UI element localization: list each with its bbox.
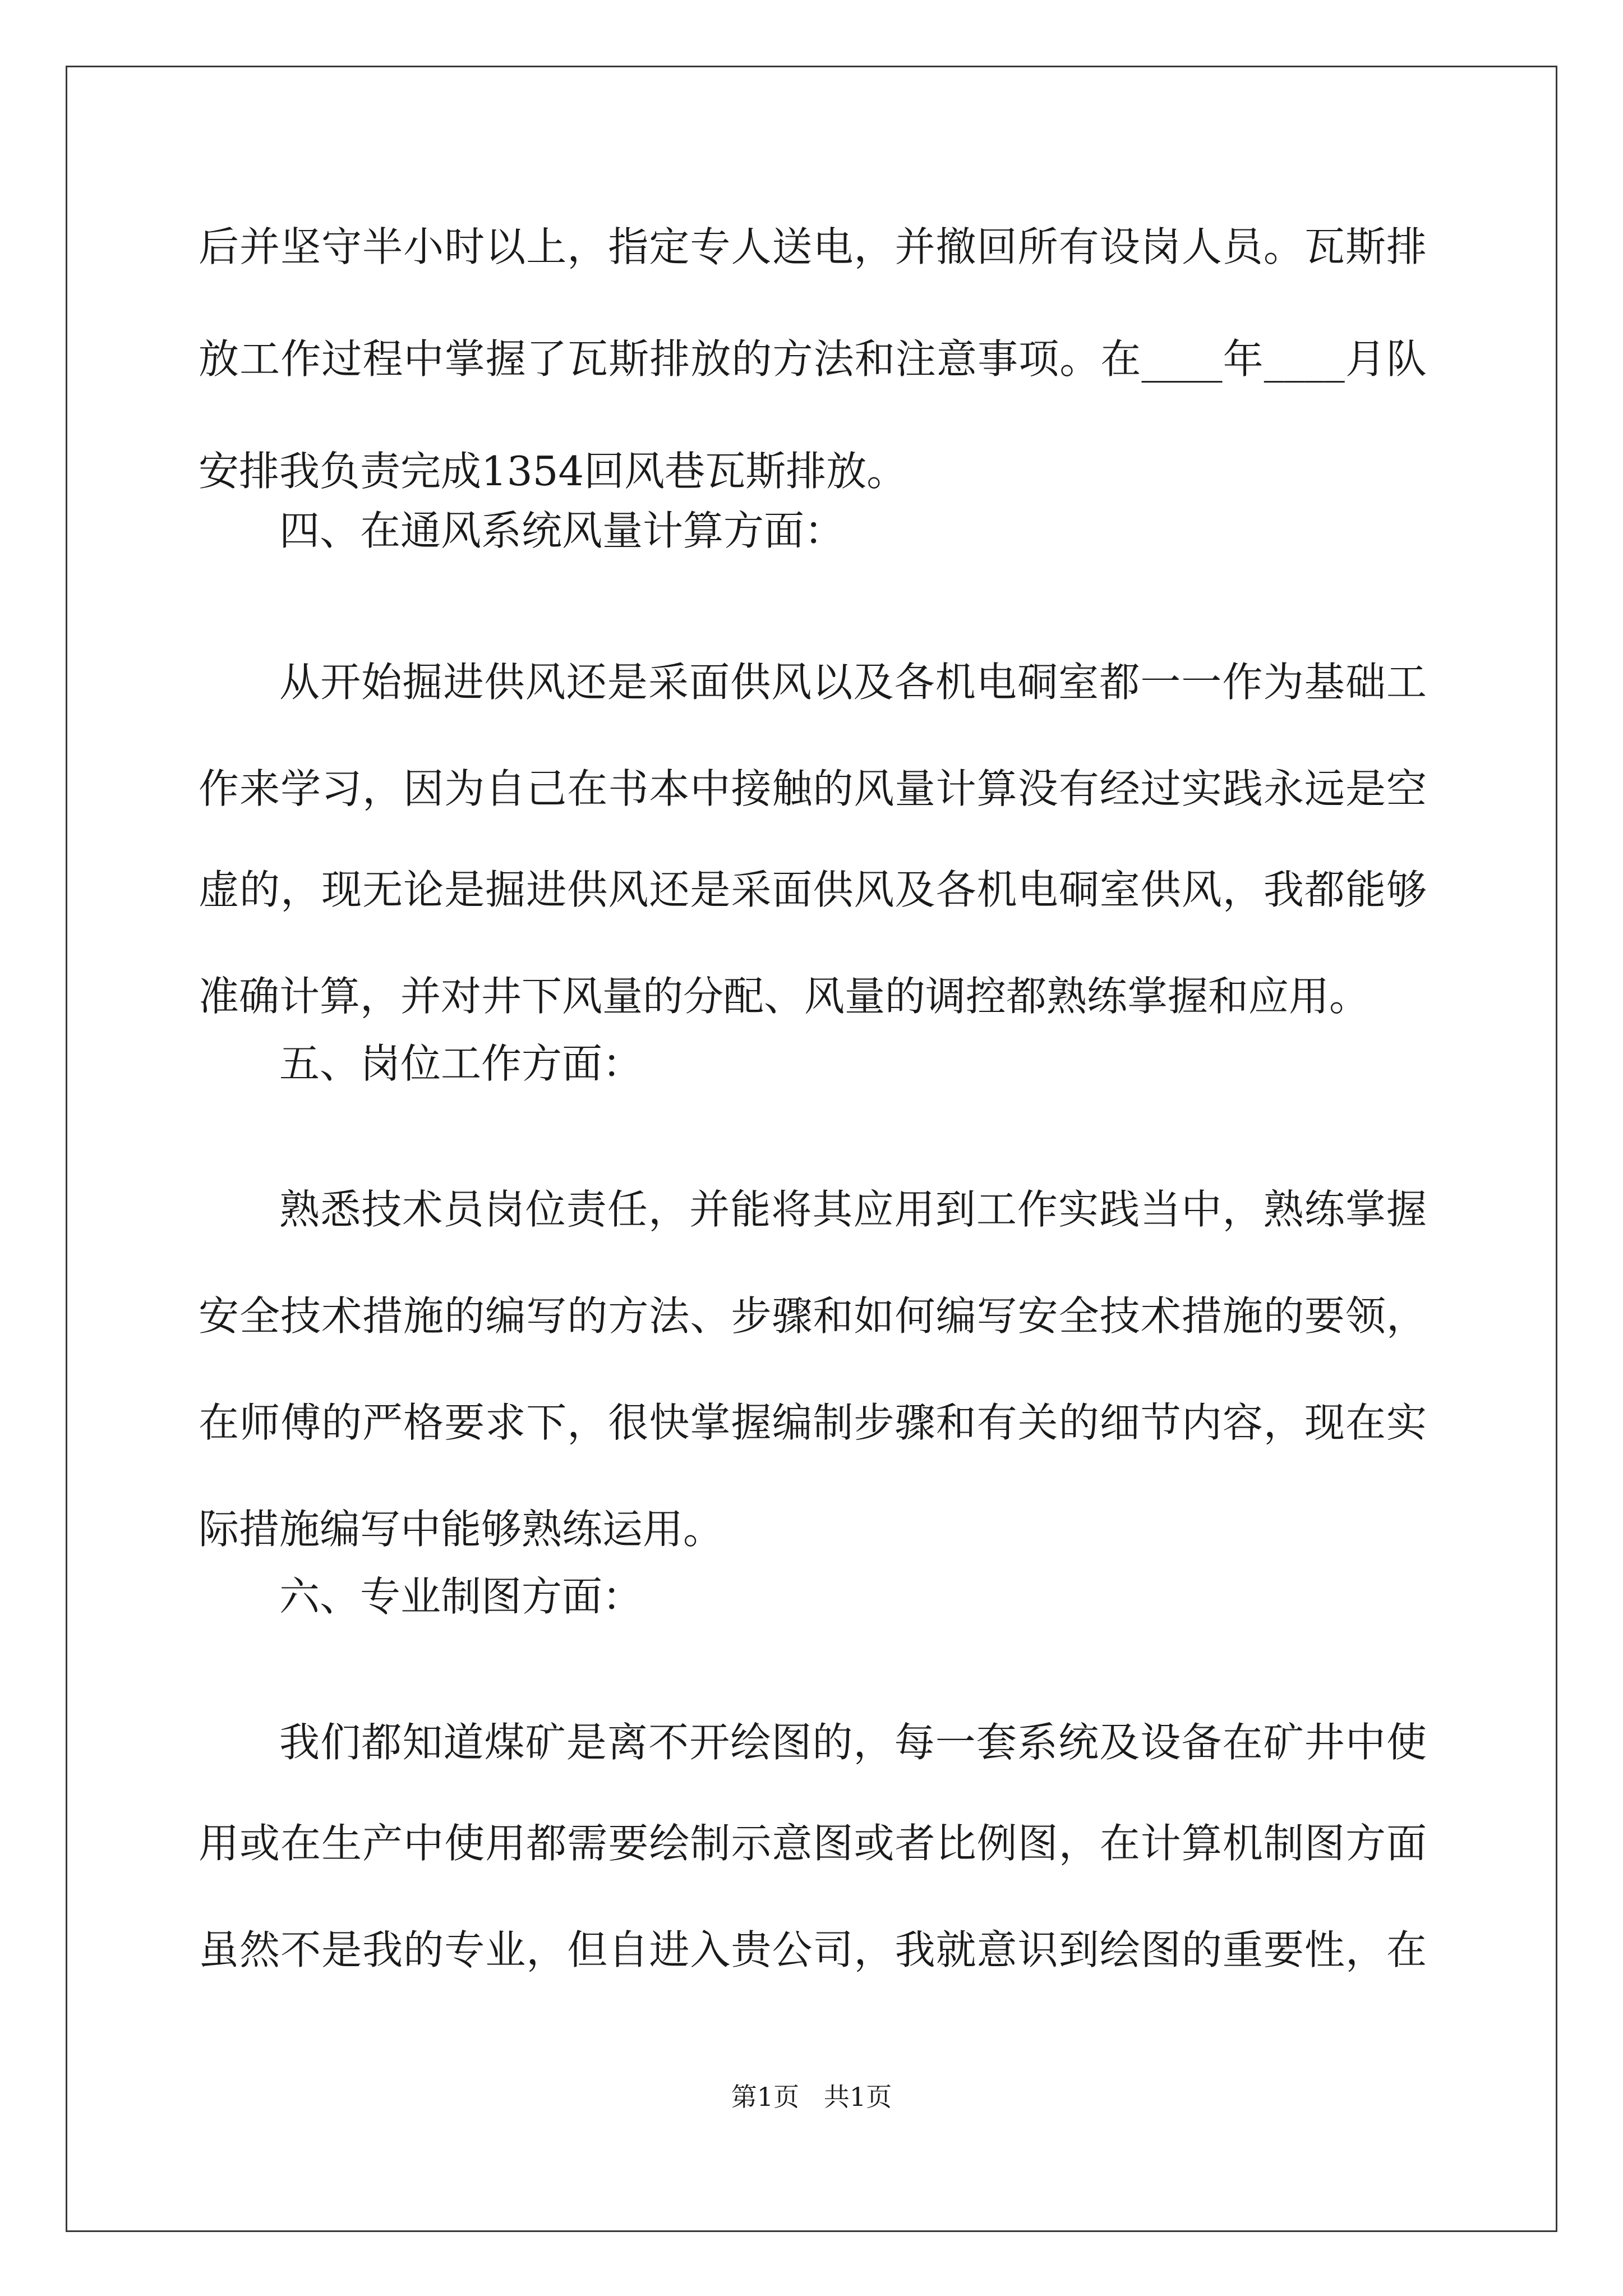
section-heading: 五、岗位工作方面： [279,1040,643,1087]
body-line: 熟悉技术员岗位责任，并能将其应用到工作实践当中，熟练掌握 [279,1186,1427,1233]
body-line: 我们都知道煤矿是离不开绘图的，每一套系统及设备在矿井中使 [279,1719,1427,1766]
body-line: 准确计算，并对井下风量的分配、风量的调控都熟练掌握和应用。 [199,973,1370,1020]
body-line: 虽然不是我的专业，但自进入贵公司，我就意识到绘图的重要性，在 [199,1926,1427,1973]
page-border [66,66,1557,2232]
body-line: 放工作过程中掌握了瓦斯排放的方法和注意事项。在____年____月队 [199,335,1427,383]
section-heading: 六、专业制图方面： [279,1573,643,1620]
section-heading: 四、在通风系统风量计算方面： [279,507,845,554]
body-line: 虚的，现无论是掘进供风还是采面供风及各机电硐室供风，我都能够 [199,866,1427,913]
body-line: 在师傅的严格要求下，很快掌握编制步骤和有关的细节内容，现在实 [199,1399,1427,1446]
body-line: 际措施编写中能够熟练运用。 [199,1506,724,1553]
page-footer: 第1页 共1页 [731,2082,892,2112]
body-line: 用或在生产中使用都需要绘制示意图或者比例图，在计算机制图方面 [199,1820,1427,1867]
body-line: 后并坚守半小时以上，指定专人送电，并撤回所有设岗人员。瓦斯排 [199,223,1427,270]
body-line: 安全技术措施的编写的方法、步骤和如何编写安全技术措施的要领， [199,1292,1427,1340]
body-line: 安排我负责完成1354回风巷瓦斯排放。 [199,448,907,495]
body-line: 从开始掘进供风还是采面供风以及各机电硐室都一一作为基础工 [279,659,1427,706]
body-line: 作来学习，因为自己在书本中接触的风量计算没有经过实践永远是空 [199,765,1427,812]
